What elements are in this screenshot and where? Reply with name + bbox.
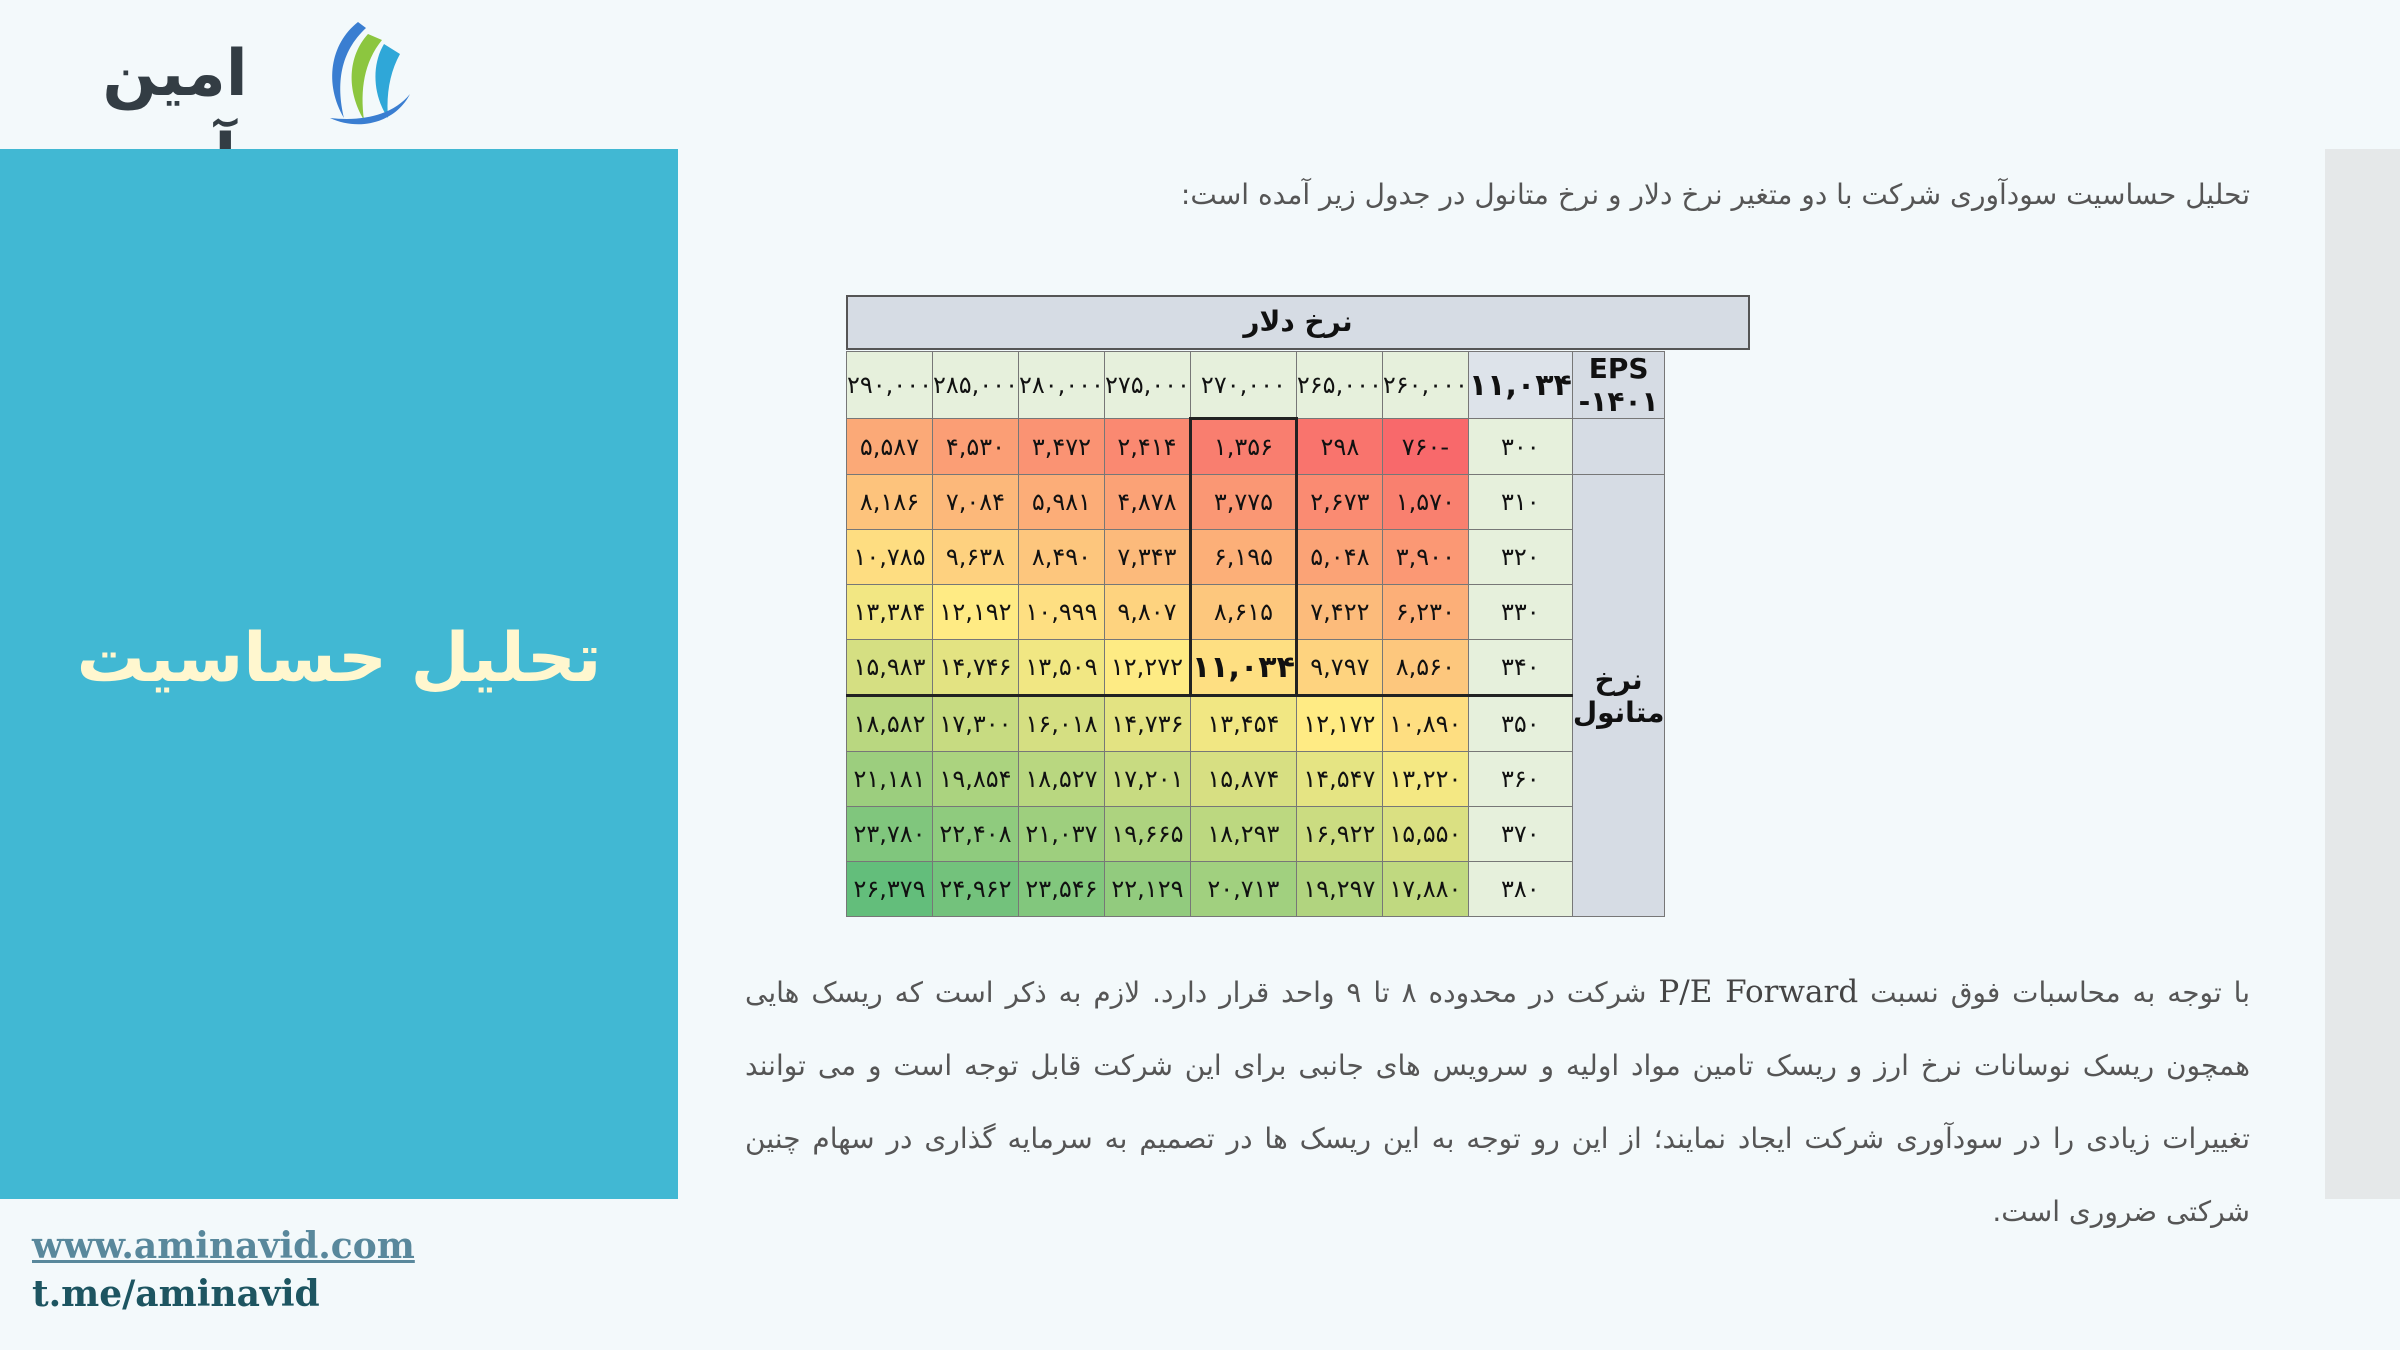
- eps-cell: ۱۸,۵۲۷: [1018, 752, 1104, 807]
- eps-cell: ۱۱,۰۳۴: [1190, 640, 1296, 696]
- eps-cell: ۱۶,۰۱۸: [1018, 696, 1104, 752]
- eps-cell: ۱۷,۸۸۰: [1382, 862, 1468, 917]
- methanol-rate-cell: ۳۷۰: [1468, 807, 1572, 862]
- methanol-rate-cell: ۳۰۰: [1468, 419, 1572, 475]
- eps-cell: ۱۹,۲۹۷: [1296, 862, 1382, 917]
- dollar-rate-header: نرخ دلار: [846, 295, 1750, 350]
- table-row: [847, 696, 1665, 752]
- table-row: [847, 752, 1665, 807]
- methanol-rate-cell: ۳۸۰: [1468, 862, 1572, 917]
- methanol-rate-cell: ۳۵۰: [1468, 696, 1572, 752]
- logo-text: امین: [102, 37, 248, 111]
- eps-cell: ۲۳,۷۸۰: [847, 807, 933, 862]
- methanol-rate-cell: ۳۱۰: [1468, 475, 1572, 530]
- eps-cell: ۲,۶۷۳: [1296, 475, 1382, 530]
- eps-cell: -۷۶۰: [1382, 419, 1468, 475]
- analysis-paragraph: [745, 956, 2250, 1248]
- eps-cell: ۲۰,۷۱۳: [1190, 862, 1296, 917]
- dollar-rate-cell: ۲۶۵,۰۰۰: [1296, 352, 1382, 419]
- logo-swoosh-icon: [310, 14, 420, 130]
- eps-cell: ۱۳,۴۵۴: [1190, 696, 1296, 752]
- dollar-rate-cell: ۲۶۰,۰۰۰: [1382, 352, 1468, 419]
- eps-cell: ۱۰,۸۹۰: [1382, 696, 1468, 752]
- eps-cell: ۱۸,۵۸۲: [847, 696, 933, 752]
- eps-cell: ۸,۴۹۰: [1018, 530, 1104, 585]
- eps-cell: ۱,۵۷۰: [1382, 475, 1468, 530]
- eps-cell: ۱۵,۵۵۰: [1382, 807, 1468, 862]
- eps-cell: ۱۷,۳۰۰: [932, 696, 1018, 752]
- table-row: [847, 475, 1665, 530]
- eps-cell: ۱۸,۲۹۳: [1190, 807, 1296, 862]
- side-panel: [0, 149, 678, 1199]
- table-row: [847, 862, 1665, 917]
- right-decor-bar: [2325, 149, 2400, 1199]
- table-row: [847, 585, 1665, 640]
- eps-cell: ۳,۴۷۲: [1018, 419, 1104, 475]
- dollar-rate-cell: ۲۷۰,۰۰۰: [1190, 352, 1296, 419]
- eps-value: ۱۱,۰۳۴: [1468, 352, 1572, 419]
- eps-cell: ۱۲,۱۷۲: [1296, 696, 1382, 752]
- pe-forward-label: P/E Forward: [1658, 974, 1859, 1010]
- dollar-rate-cell: ۲۸۰,۰۰۰: [1018, 352, 1104, 419]
- eps-cell: ۲۲,۱۲۹: [1104, 862, 1190, 917]
- eps-cell: ۸,۶۱۵: [1190, 585, 1296, 640]
- eps-cell: ۹,۸۰۷: [1104, 585, 1190, 640]
- intro-text: تحلیل حساسیت سودآوری شرکت با دو متغیر نرخ دلار و نرخ متانول در جدول زیر آمده است:: [1180, 178, 2250, 211]
- section-title: تحلیل حساسیت: [76, 619, 602, 698]
- methanol-rate-cell: ۳۶۰: [1468, 752, 1572, 807]
- eps-cell: ۲,۴۱۴: [1104, 419, 1190, 475]
- eps-cell: ۱۴,۵۴۷: [1296, 752, 1382, 807]
- eps-cell: ۴,۸۷۸: [1104, 475, 1190, 530]
- eps-cell: ۱۲,۱۹۲: [932, 585, 1018, 640]
- eps-cell: ۱۲,۲۷۲: [1104, 640, 1190, 696]
- eps-cell: ۱۶,۹۲۲: [1296, 807, 1382, 862]
- eps-cell: ۱۳,۲۲۰: [1382, 752, 1468, 807]
- eps-cell: ۳,۷۷۵: [1190, 475, 1296, 530]
- dollar-rate-cell: ۲۹۰,۰۰۰: [847, 352, 933, 419]
- eps-cell: ۱۵,۸۷۴: [1190, 752, 1296, 807]
- table-row: [847, 530, 1665, 585]
- table-row: [847, 419, 1665, 475]
- eps-cell: ۲۴,۹۶۲: [932, 862, 1018, 917]
- paragraph-part2: شرکت در محدوده ۸ تا ۹ واحد قرار دارد. لازم به ذکر است که ریسک هایی همچون ریسک نوسانات نرخ ارز و ریسک تامین مواد اولیه و سرویس های جانبی برای این شرکت قابل توجه است و می توانند تغییرات زیادی را در سودآوری شرکت ایجاد نمایند؛ از این رو توجه به این ریسک ها در تصمیم به سرمایه گذاری در سهام چنین شرکتی ضروری است.: [745, 976, 2250, 1228]
- eps-cell: ۱۹,۶۶۵: [1104, 807, 1190, 862]
- sensitivity-grid: [846, 351, 1665, 917]
- table-row: [847, 807, 1665, 862]
- eps-label: EPS -۱۴۰۱: [1572, 352, 1665, 419]
- eps-cell: ۱۵,۹۸۳: [847, 640, 933, 696]
- methanol-rate-cell: ۳۳۰: [1468, 585, 1572, 640]
- eps-cell: ۶,۱۹۵: [1190, 530, 1296, 585]
- eps-cell: ۹,۷۹۷: [1296, 640, 1382, 696]
- eps-cell: ۱۳,۵۰۹: [1018, 640, 1104, 696]
- eps-cell: ۱۴,۷۴۶: [932, 640, 1018, 696]
- table-row: [847, 640, 1665, 696]
- eps-cell: ۲۱,۰۳۷: [1018, 807, 1104, 862]
- eps-cell: ۲۲,۴۰۸: [932, 807, 1018, 862]
- eps-cell: ۹,۶۳۸: [932, 530, 1018, 585]
- eps-cell: ۵,۵۸۷: [847, 419, 933, 475]
- eps-cell: ۸,۵۶۰: [1382, 640, 1468, 696]
- eps-cell: ۱۷,۲۰۱: [1104, 752, 1190, 807]
- brand-logo: [30, 14, 410, 134]
- eps-cell: ۱۰,۹۹۹: [1018, 585, 1104, 640]
- eps-cell: ۲۹۸: [1296, 419, 1382, 475]
- eps-cell: ۷,۰۸۴: [932, 475, 1018, 530]
- eps-cell: ۷,۴۲۲: [1296, 585, 1382, 640]
- eps-cell: ۷,۳۴۳: [1104, 530, 1190, 585]
- methanol-rate-cell: ۳۴۰: [1468, 640, 1572, 696]
- eps-cell: ۴,۵۳۰: [932, 419, 1018, 475]
- eps-cell: ۱,۳۵۶: [1190, 419, 1296, 475]
- eps-cell: ۸,۱۸۶: [847, 475, 933, 530]
- header-row: [847, 352, 1665, 419]
- eps-cell: ۲۶,۳۷۹: [847, 862, 933, 917]
- paragraph-part1: با توجه به محاسبات فوق نسبت: [1858, 976, 2251, 1009]
- eps-cell: ۵,۰۴۸: [1296, 530, 1382, 585]
- eps-cell: ۲۱,۱۸۱: [847, 752, 933, 807]
- dollar-rate-cell: ۲۷۵,۰۰۰: [1104, 352, 1190, 419]
- website-link[interactable]: www.aminavid.com: [32, 1225, 415, 1267]
- eps-cell: ۱۳,۳۸۴: [847, 585, 933, 640]
- eps-cell: ۱۰,۷۸۵: [847, 530, 933, 585]
- methanol-rate-cell: ۳۲۰: [1468, 530, 1572, 585]
- eps-cell: ۵,۹۸۱: [1018, 475, 1104, 530]
- eps-cell: ۱۴,۷۳۶: [1104, 696, 1190, 752]
- dollar-rate-cell: ۲۸۵,۰۰۰: [932, 352, 1018, 419]
- eps-cell: ۳,۹۰۰: [1382, 530, 1468, 585]
- eps-cell: ۶,۲۳۰: [1382, 585, 1468, 640]
- blank-cell: [1572, 419, 1665, 475]
- footer-links: [32, 1222, 415, 1318]
- eps-cell: ۱۹,۸۵۴: [932, 752, 1018, 807]
- telegram-link[interactable]: t.me/aminavid: [32, 1273, 320, 1315]
- eps-cell: ۲۳,۵۴۶: [1018, 862, 1104, 917]
- methanol-label: نرخ متانول: [1572, 475, 1665, 917]
